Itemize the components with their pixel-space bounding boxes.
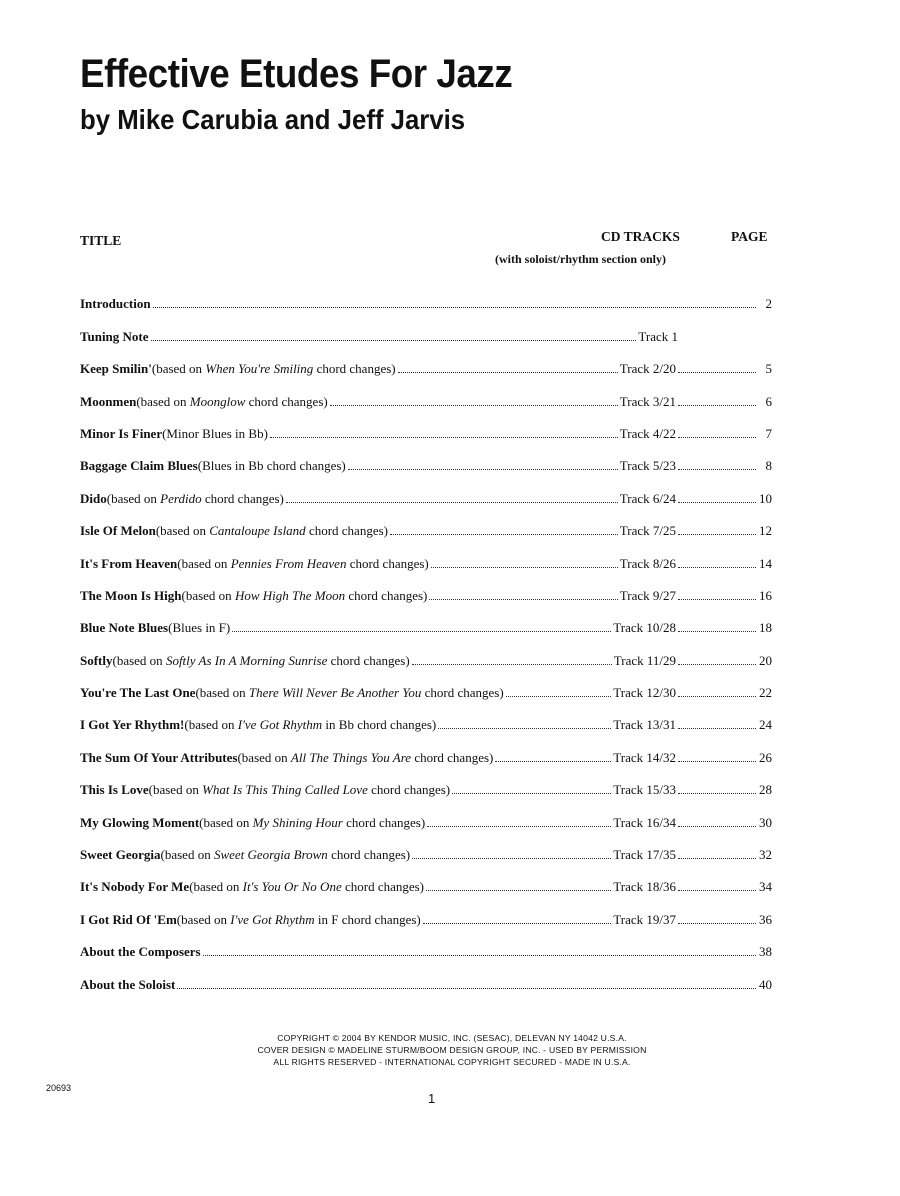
- description-prefix: (based on: [155, 523, 210, 539]
- entry-description: [199, 815, 425, 831]
- entry-page-number: 30: [759, 814, 772, 830]
- description-suffix: in Bb chord changes): [322, 717, 437, 733]
- entry-cd-track: Track 7/25: [619, 523, 676, 539]
- entry-title: Sweet Georgia: [80, 847, 161, 863]
- dot-leader: [678, 468, 756, 470]
- toc-entry: [80, 604, 772, 636]
- original-song-title: Perdido: [160, 490, 202, 506]
- original-song-title: Cantaloupe Island: [209, 523, 306, 539]
- entry-page-number: 40: [759, 976, 772, 992]
- entry-page-number: 20: [759, 652, 772, 668]
- entry-description: [107, 491, 284, 507]
- toc-entry: [80, 539, 772, 571]
- entry-title: I Got Rid Of 'Em: [80, 911, 177, 927]
- dot-leader: [330, 404, 618, 406]
- entry-cd-track: Track 15/33: [613, 782, 676, 798]
- dot-leader: [678, 857, 756, 859]
- description-suffix: chord changes): [313, 361, 396, 377]
- dot-leader: [427, 825, 611, 827]
- entry-description: [168, 620, 230, 636]
- dot-leader: [678, 663, 756, 665]
- book-authors: by Mike Carubia and Jeff Jarvis: [80, 104, 466, 135]
- entry-page-number: 10: [759, 490, 772, 506]
- dot-leader: [431, 566, 618, 568]
- dot-leader: [678, 566, 756, 568]
- entry-description: [177, 556, 429, 572]
- entry-page-number: 26: [759, 749, 772, 765]
- dot-leader: [678, 695, 756, 697]
- page-number: 1: [428, 1091, 436, 1106]
- entry-cd-track: Track 2/20: [619, 361, 676, 377]
- entry-title: I Got Yer Rhythm!: [80, 717, 185, 733]
- description-suffix: chord changes): [346, 555, 429, 571]
- entry-cd-track: Track 9/27: [619, 587, 676, 603]
- dot-leader: [678, 922, 756, 924]
- entry-cd-track: Track 13/31: [613, 717, 676, 733]
- toc-entry: [80, 345, 772, 377]
- original-song-title: My Shining Hour: [252, 814, 343, 830]
- dot-leader: [678, 371, 756, 373]
- entry-title: It's Nobody For Me: [80, 879, 190, 895]
- entry-cd-track: Track 16/34: [613, 814, 676, 830]
- original-song-title: There Will Never Be Another You: [248, 685, 422, 701]
- entry-description: [195, 685, 503, 701]
- entry-description: [177, 912, 421, 928]
- description-prefix: (Blues in Bb chord changes): [197, 458, 346, 474]
- description-suffix: chord changes): [342, 814, 426, 830]
- original-song-title: How High The Moon: [234, 587, 346, 603]
- copyright-notice: [0, 1032, 900, 1068]
- entry-cd-track: Track 6/24: [619, 490, 676, 506]
- toc-entry: [80, 701, 772, 733]
- toc-entry: [80, 766, 772, 798]
- description-prefix: (based on: [112, 652, 166, 668]
- entry-cd-track: Track 11/29: [613, 652, 676, 668]
- entry-cd-track: Track 8/26: [619, 555, 676, 571]
- original-song-title: It's You Or No One: [242, 879, 342, 895]
- description-suffix: in F chord changes): [314, 911, 421, 927]
- entry-description: [237, 750, 493, 766]
- dot-leader: [495, 760, 611, 762]
- original-song-title: Pennies From Heaven: [230, 555, 347, 571]
- description-prefix: (based on: [151, 361, 206, 377]
- entry-page-number: 24: [759, 717, 772, 733]
- original-song-title: Sweet Georgia Brown: [213, 847, 328, 863]
- entry-title: Introduction: [80, 296, 151, 312]
- entry-page-number: 34: [759, 879, 772, 895]
- column-header-title: TITLE: [80, 233, 122, 248]
- toc-entry: [80, 960, 772, 992]
- toc-entry: [80, 798, 772, 830]
- description-prefix: (based on: [177, 555, 231, 571]
- dot-leader: [678, 533, 756, 535]
- entry-title: Softly: [80, 652, 113, 668]
- entry-description: [162, 426, 268, 442]
- toc-entry: [80, 895, 772, 927]
- dot-leader: [348, 468, 618, 470]
- dot-leader: [390, 533, 618, 535]
- toc-entry: [80, 572, 772, 604]
- toc-entry: [80, 410, 772, 442]
- toc-entry: [80, 507, 772, 539]
- dot-leader: [678, 760, 756, 762]
- dot-leader: [678, 501, 756, 503]
- entry-description: [161, 847, 411, 863]
- entry-description: [184, 717, 436, 733]
- dot-leader: [678, 436, 756, 438]
- toc-entry: [80, 636, 772, 668]
- entry-cd-track: Track 10/28: [613, 620, 676, 636]
- entry-title: Minor Is Finer: [80, 425, 163, 441]
- dot-leader: [678, 598, 756, 600]
- table-of-contents: [80, 280, 772, 993]
- dot-leader: [153, 306, 756, 308]
- description-prefix: (based on: [184, 717, 238, 733]
- entry-description: [182, 588, 428, 604]
- entry-title: The Sum Of Your Attributes: [80, 749, 238, 765]
- entry-title: You're The Last One: [80, 685, 196, 701]
- copyright-line-2: COVER DESIGN © MADELINE STURM/BOOM DESIGN GROUP, INC. - USED BY PERMISSION: [257, 1045, 647, 1055]
- description-suffix: chord changes): [411, 749, 494, 765]
- entry-title: Baggage Claim Blues: [80, 458, 198, 474]
- description-prefix: (based on: [195, 685, 249, 701]
- entry-page-number: 7: [765, 425, 772, 441]
- description-prefix: (based on: [148, 782, 203, 798]
- entry-title: Dido: [80, 490, 107, 506]
- entry-title: Keep Smilin': [80, 361, 152, 377]
- entry-page-number: 32: [759, 847, 772, 863]
- entry-cd-track: Track 19/37: [613, 911, 676, 927]
- entry-title: Tuning Note: [80, 328, 149, 344]
- catalog-number: 20693: [46, 1083, 72, 1093]
- dot-leader: [678, 727, 756, 729]
- dot-leader: [678, 889, 756, 891]
- entry-page-number: 5: [765, 361, 772, 377]
- description-prefix: (Minor Blues in Bb): [162, 425, 268, 441]
- toc-entry: [80, 312, 772, 344]
- dot-leader: [426, 889, 611, 891]
- entry-title: My Glowing Moment: [80, 814, 200, 830]
- description-suffix: chord changes): [345, 587, 428, 603]
- description-prefix: (based on: [136, 393, 190, 409]
- description-prefix: (based on: [189, 879, 243, 895]
- description-suffix: chord changes): [367, 782, 451, 798]
- entry-page-number: 36: [759, 911, 772, 927]
- original-song-title: All The Things You Are: [290, 749, 412, 765]
- dot-leader: [438, 727, 611, 729]
- entry-title: Isle Of Melon: [80, 523, 156, 539]
- toc-entry: [80, 831, 772, 863]
- entry-cd-track: Track 1: [638, 328, 678, 344]
- copyright-line-1: COPYRIGHT © 2004 BY KENDOR MUSIC, INC. (SESAC), DELEVAN NY 14042 U.S.A.: [277, 1033, 627, 1043]
- entry-cd-track: Track 12/30: [613, 685, 676, 701]
- copyright-line-3: ALL RIGHTS RESERVED - INTERNATIONAL COPYRIGHT SECURED - MADE IN U.S.A.: [273, 1057, 631, 1067]
- entry-title: Blue Note Blues: [80, 620, 169, 636]
- original-song-title: Softly As In A Morning Sunrise: [165, 652, 328, 668]
- entry-page-number: 16: [759, 587, 772, 603]
- entry-description: [152, 361, 396, 377]
- toc-entry: [80, 669, 772, 701]
- description-suffix: chord changes): [327, 652, 410, 668]
- description-suffix: chord changes): [327, 847, 411, 863]
- entry-page-number: 14: [759, 555, 772, 571]
- description-prefix: (based on: [160, 847, 214, 863]
- entry-title: The Moon Is High: [80, 587, 182, 603]
- entry-page-number: 28: [759, 782, 772, 798]
- description-suffix: chord changes): [245, 393, 328, 409]
- entry-description: [113, 653, 410, 669]
- description-prefix: (based on: [181, 587, 235, 603]
- entry-page-number: 22: [759, 685, 772, 701]
- description-prefix: (based on: [106, 490, 161, 506]
- cd-tracks-note: (with soloist/rhythm section only): [495, 252, 666, 266]
- toc-entry: [80, 280, 772, 312]
- toc-entry: [80, 377, 772, 409]
- dot-leader: [678, 404, 756, 406]
- entry-title: This Is Love: [80, 782, 149, 798]
- description-suffix: chord changes): [305, 523, 388, 539]
- entry-title: About the Soloist: [80, 976, 176, 992]
- dot-leader: [398, 371, 618, 373]
- original-song-title: I've Got Rhythm: [230, 911, 315, 927]
- dot-leader: [678, 792, 756, 794]
- entry-title: About the Composers: [80, 944, 201, 960]
- entry-cd-track: Track 17/35: [613, 847, 676, 863]
- entry-page-number: 18: [759, 620, 772, 636]
- description-prefix: (based on: [237, 749, 291, 765]
- entry-page-number: 6: [765, 393, 772, 409]
- entry-title: It's From Heaven: [80, 555, 178, 571]
- toc-entry: [80, 733, 772, 765]
- description-prefix: (based on: [199, 814, 253, 830]
- toc-entry: [80, 474, 772, 506]
- dot-leader: [151, 339, 637, 341]
- description-suffix: chord changes): [421, 685, 504, 701]
- original-song-title: When You're Smiling: [205, 361, 314, 377]
- entry-cd-track: Track 18/36: [613, 879, 676, 895]
- dot-leader: [429, 598, 617, 600]
- description-suffix: chord changes): [201, 490, 284, 506]
- description-prefix: (based on: [176, 911, 231, 927]
- entry-description: [189, 879, 424, 895]
- entry-description: [198, 458, 346, 474]
- book-title: Effective Etudes For Jazz: [80, 52, 513, 96]
- entry-description: [156, 523, 388, 539]
- entry-cd-track: Track 4/22: [619, 425, 676, 441]
- dot-leader: [203, 954, 756, 956]
- description-prefix: (Blues in F): [168, 620, 231, 636]
- description-suffix: chord changes): [341, 879, 425, 895]
- entry-description: [149, 782, 451, 798]
- dot-leader: [270, 436, 618, 438]
- dot-leader: [412, 663, 612, 665]
- entry-page-number: 2: [765, 296, 772, 312]
- dot-leader: [177, 987, 756, 989]
- dot-leader: [678, 630, 756, 632]
- entry-description: [136, 394, 327, 410]
- toc-entry: [80, 928, 772, 960]
- entry-page-number: 8: [765, 458, 772, 474]
- dot-leader: [232, 630, 611, 632]
- entry-cd-track: Track 3/21: [619, 393, 676, 409]
- toc-entry: [80, 863, 772, 895]
- original-song-title: Moonglow: [189, 393, 246, 409]
- dot-leader: [678, 825, 756, 827]
- entry-page-number: 12: [759, 523, 772, 539]
- original-song-title: I've Got Rhythm: [237, 717, 323, 733]
- dot-leader: [412, 857, 611, 859]
- entry-page-number: 38: [759, 944, 772, 960]
- dot-leader: [452, 792, 611, 794]
- dot-leader: [506, 695, 612, 697]
- dot-leader: [286, 501, 618, 503]
- entry-cd-track: Track 5/23: [619, 458, 676, 474]
- original-song-title: What Is This Thing Called Love: [202, 782, 368, 798]
- toc-entry: [80, 442, 772, 474]
- entry-title: Moonmen: [80, 393, 137, 409]
- dot-leader: [423, 922, 612, 924]
- column-header-cd-tracks: CD TRACKS: [601, 229, 680, 244]
- column-header-page: PAGE: [731, 229, 768, 244]
- entry-cd-track: Track 14/32: [613, 749, 676, 765]
